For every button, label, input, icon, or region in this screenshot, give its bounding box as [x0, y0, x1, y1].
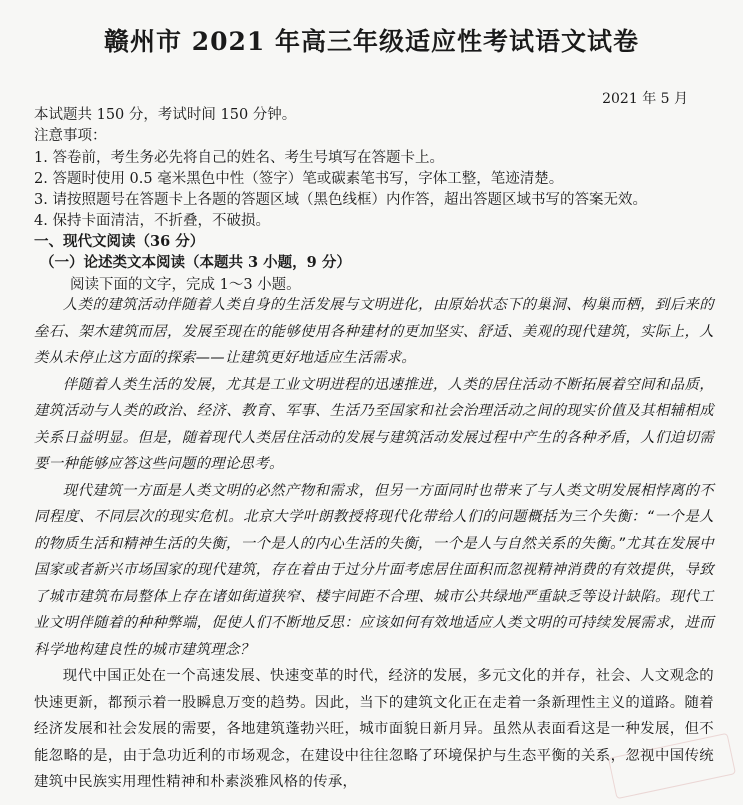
section-heading: 一、现代文阅读（36 分） — [34, 233, 205, 250]
exam-title: 赣州市 2021 年高三年级适应性考试语文试卷 — [104, 27, 639, 56]
passage-paragraph-2: 伴随着人类生活的发展，尤其是工业文明进程的迅速推进，人类的居住活动不断拓展着空间和品质，建筑活动与人类的政治、经济、教育、军事、生活乃至国家和社会治理活动之间的现实价值及其相辅相成关系日益明显。但是，随着现代人类居住活动的发展与建筑活动发展过程中产生的各种矛盾，人们迫切需要一种能够应答这些问题的理论思考。 — [34, 376, 714, 472]
passage-paragraph-4: 现代中国正处在一个高速发展、快速变革的时代，经济的发展，多元文化的并存，社会、人文观念的快速更新，都预示着一股瞬息万变的趋势。因此，当下的建筑文化正在走着一条新理性主义的道路。随着经济发展和社会发展的需要，各地建筑蓬勃兴旺，城市面貌日新月异。虽然从表面看这是一种发展，但不能忽略的是，由于急功近利的市场观念，在建设中往往忽略了环境保护与生态平衡的关系，忽视中国传统建筑中民族实用理性精神和朴素淡雅风格的传承， — [34, 668, 714, 790]
notice-item-4: 4. 保持卡面清洁，不折叠，不破损。 — [34, 213, 270, 229]
reading-instruction: 阅读下面的文字，完成 1～3 小题。 — [70, 277, 301, 293]
notice-item-2: 2. 答题时使用 0.5 毫米黑色中性（签字）笔或碳素笔书写，字体工整，笔迹清楚。 — [34, 171, 564, 187]
exam-date: 2021 年 5 月 — [602, 91, 688, 107]
exam-summary: 本试题共 150 分，考试时间 150 分钟。 — [34, 107, 297, 123]
section-subheading: （一）论述类文本阅读（本题共 3 小题，9 分） — [40, 254, 351, 271]
notice-title: 注意事项： — [34, 128, 107, 144]
notice-item-3: 3. 请按照题号在答题卡上各题的答题区域（黑色线框）内作答，超出答题区域书写的答案无效。 — [34, 192, 647, 208]
reading-passage — [34, 292, 714, 796]
notice-item-1: 1. 答卷前，考生务必先将自己的姓名、考生号填写在答题卡上。 — [34, 150, 444, 166]
passage-paragraph-1: 人类的建筑活动伴随着人类自身的生活发展与文明进化，由原始状态下的巢洞、构巢而栖，到后来的垒石、架木建筑而居，发展至现在的能够使用各种建材的更加坚实、舒适、美观的现代建筑，实际上，人类从未停止这方面的探索——让建筑更好地适应生活需求。 — [34, 297, 714, 366]
passage-paragraph-3: 现代建筑一方面是人类文明的必然产物和需求，但另一方面同时也带来了与人类文明发展相悖离的不同程度、不同层次的现实危机。北京大学叶朗教授将现代化带给人们的问题概括为三个失衡：“一个是人的物质生活和精神生活的失衡，一个是人的内心生活的失衡，一个是人与自然关系的失衡。”尤其在发展中国家或者新兴市场国家的现代建筑，存在着由于过分片面考虑居住面积而忽视精神消费的有效提供，导致了城市建筑布局整体上存在诸如街道狭窄、楼宇间距不合理、城市公共绿地严重缺乏等设计缺陷。现代工业文明伴随着的种种弊端，促使人们不断地反思：应该如何有效地适应人类文明的可持续发展需求，进而科学地构建良性的城市建筑理念？ — [34, 482, 714, 658]
